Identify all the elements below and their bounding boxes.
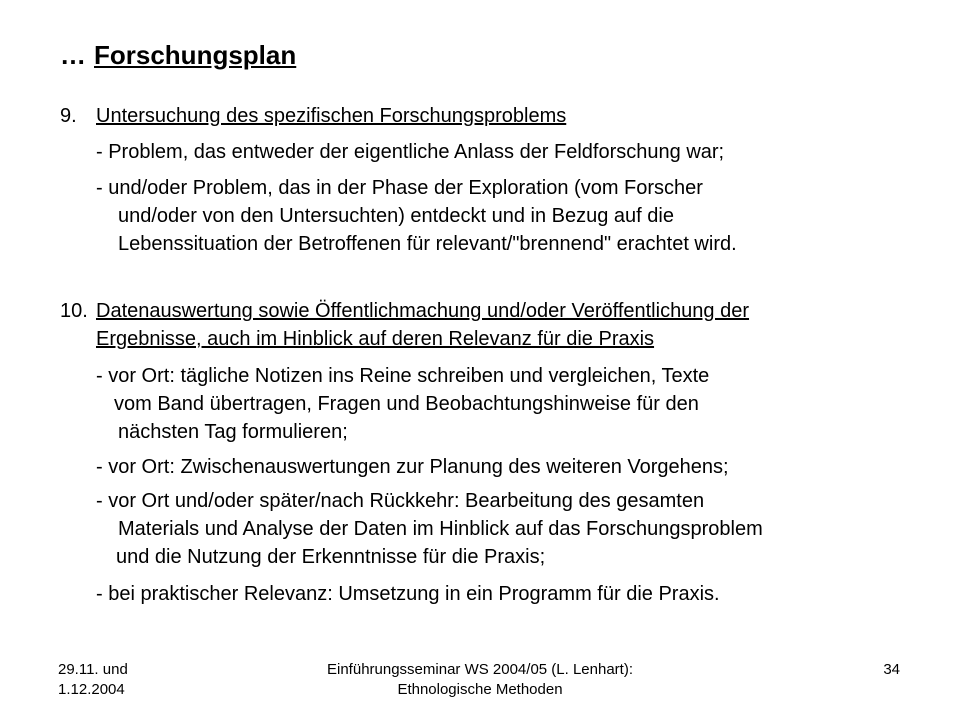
item-10-heading-text-1: Datenauswertung sowie Öffentlichmachung und/oder Veröffentlichung der xyxy=(96,300,750,322)
item-10-point-3-line-1: - vor Ort und/oder später/nach Rückkehr: Bearbeitung des gesamten xyxy=(96,490,705,512)
item-9-heading-text: Untersuchung des spezifischen Forschungsproblems xyxy=(96,105,567,127)
item-10-point-1-line-2: vom Band übertragen, Fragen und Beobachtungshinweise für den xyxy=(114,393,699,415)
footer-course-line-2: Ethnologische Methoden xyxy=(397,681,563,698)
item-10-point-4: - bei praktischer Relevanz: Umsetzung in ein Programm für die Praxis. xyxy=(96,583,720,605)
item-10-heading-text-2: Ergebnisse, auch im Hinblick auf deren Relevanz für die Praxis xyxy=(96,328,655,350)
item-9-heading xyxy=(60,102,566,130)
item-10-heading-line-2 xyxy=(96,325,654,353)
footer-date-line-2: 1.12.2004 xyxy=(58,681,125,698)
item-9-point-1: - Problem, das entweder der eigentliche Anlass der Feldforschung war; xyxy=(96,141,725,163)
item-9-point-2-line-1: - und/oder Problem, das in der Phase der Exploration (vom Forscher xyxy=(96,177,703,199)
item-10-heading-line-1 xyxy=(60,297,749,325)
item-9-point-2-line-2: und/oder von den Untersuchten) entdeckt und in Bezug auf die xyxy=(118,205,674,227)
footer-date xyxy=(58,660,208,700)
footer-course-line-1: Einführungsseminar WS 2004/05 (L. Lenhart): xyxy=(327,661,633,678)
footer-course xyxy=(250,660,710,700)
item-9-number: 9. xyxy=(60,105,77,127)
item-10-number: 10. xyxy=(60,300,88,322)
title-text: Forschungsplan xyxy=(94,40,297,70)
item-10-point-3-line-2: Materials und Analyse der Daten im Hinblick auf das Forschungsproblem xyxy=(118,518,763,540)
item-10-point-3-line-3: und die Nutzung der Erkenntnisse für die Praxis; xyxy=(116,546,546,568)
item-9-point-2-line-3: Lebenssituation der Betroffenen für relevant/"brennend" erachtet wird. xyxy=(118,233,737,255)
item-10-point-2: - vor Ort: Zwischenauswertungen zur Planung des weiteren Vorgehens; xyxy=(96,456,729,478)
page-number: 34 xyxy=(883,661,900,678)
item-10-point-1-line-3: nächsten Tag formulieren; xyxy=(118,421,348,443)
footer-date-line-1: 29.11. und xyxy=(58,661,128,678)
item-10-point-1-line-1: - vor Ort: tägliche Notizen ins Reine schreiben und vergleichen, Texte xyxy=(96,365,710,387)
slide-title xyxy=(60,38,296,72)
title-prefix: … xyxy=(60,40,86,70)
